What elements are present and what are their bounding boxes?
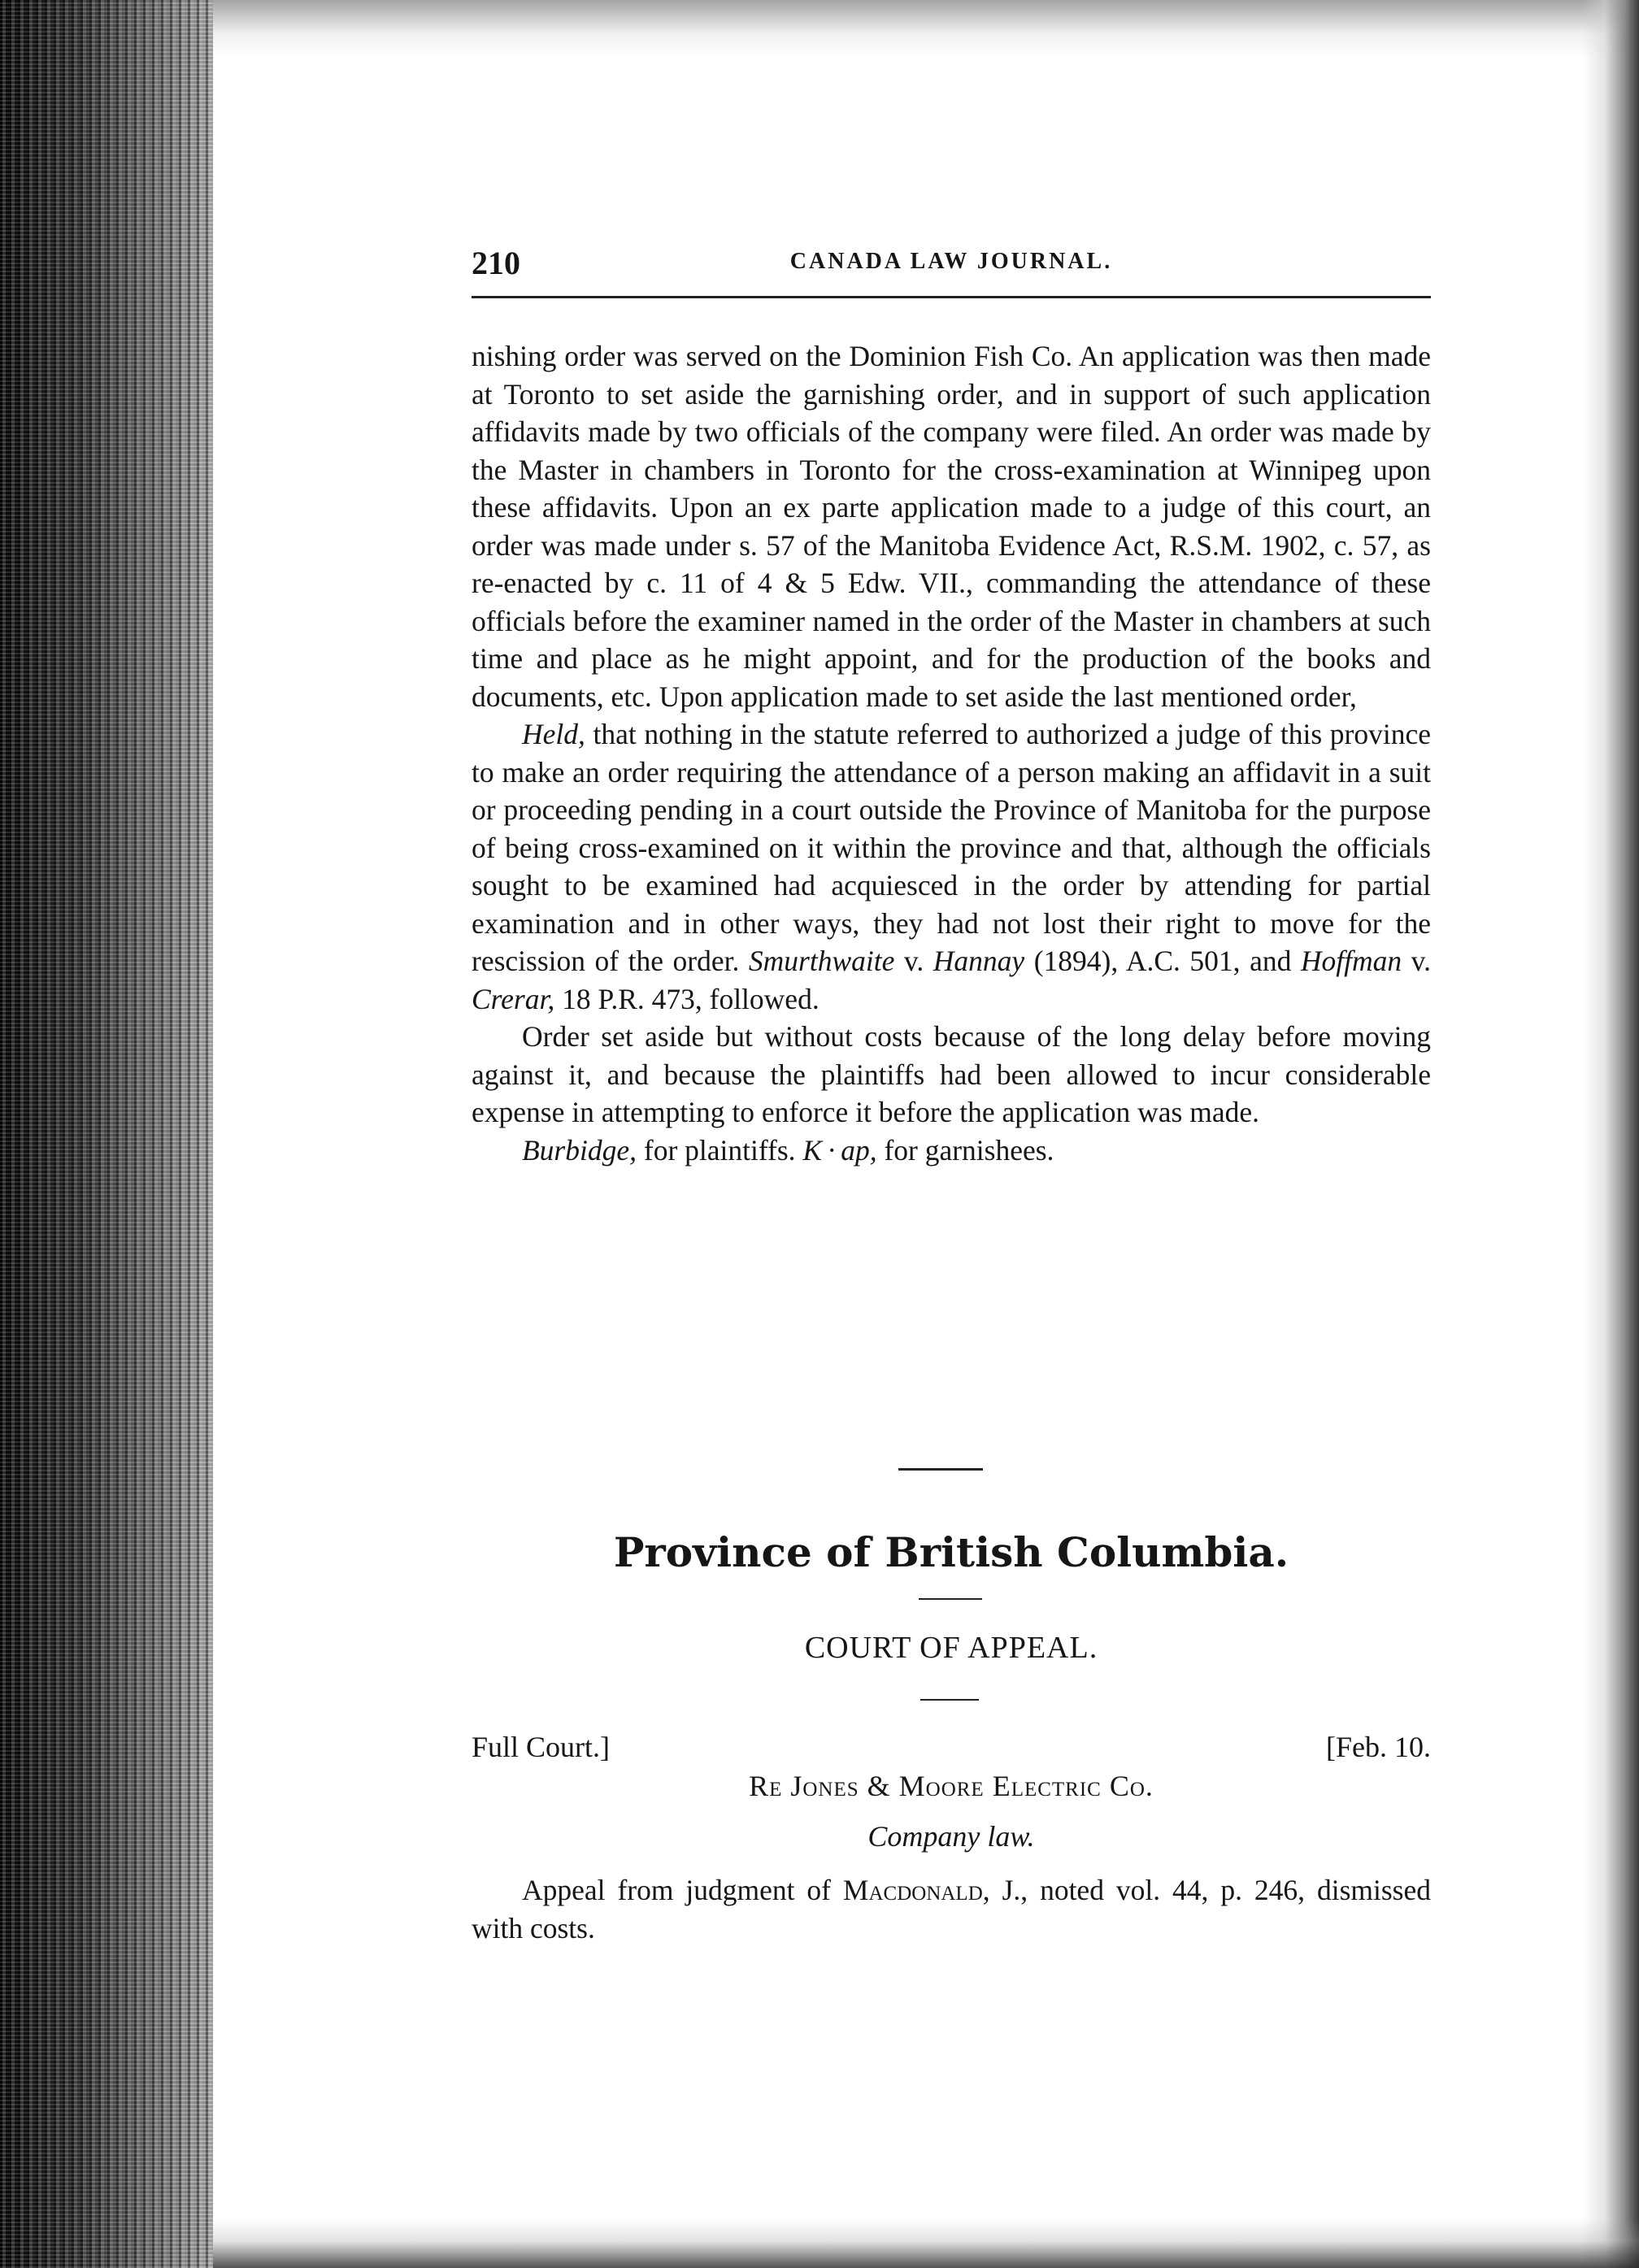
paragraph-facts: nishing order was served on the Dominion Fish Co. An application was then made at Toronto to set aside the garnishing order, and in support of such application affidavits made by two officials of the company were filed. An order was made by the Master in chambers in Toronto for the cross-examination at Winnipeg upon these affidavits. Upon an ex parte application made to a judge of this court, an order was made under s. 57 of the Manitoba Evidence Act, R.S.M. 1902, c. 57, as re-enacted by c. 11 of 4 & 5 Edw. VII., commanding the attendance of these officials before the examiner named in the order of the Master in chambers at such time and place as he might appoint, and for the production of the books and documents, etc. Upon application made to set aside the last mentioned order,: [472, 340, 1431, 713]
counsel-name: K · ap,: [802, 1133, 877, 1167]
appeal-paragraph: [472, 1871, 1431, 1947]
heading-divider: [919, 1598, 982, 1600]
scan-right-edge: [1582, 0, 1639, 2268]
bench-label: Full Court.]: [472, 1731, 611, 1763]
versus: v.: [1402, 945, 1431, 977]
case-topic: Company law.: [867, 1820, 1035, 1853]
case-name: Hoffman: [1300, 945, 1402, 977]
scan-top-edge: [213, 0, 1639, 57]
counsel-role: for plaintiffs.: [637, 1133, 803, 1167]
versus: v.: [894, 945, 933, 977]
court-name: COURT OF APPEAL.: [804, 1631, 1098, 1665]
scan-binding-shadow: [0, 0, 213, 2268]
journal-title: CANADA LAW JOURNAL.: [789, 249, 1113, 274]
holding-text: that nothing in the statute referred to authorized a judge of this province to make an order requiring the attendance of a person making an affidavit in a suit or proceeding pending in a court outside the Province of Manitoba for the purpose of being cross-examined on it within the province and that, although the officials sought to be examined had acquiesced in the order by attending for partial examination and in other ways, they had not lost their right to move for the rescission of the order.: [472, 718, 1431, 977]
paragraph-holding: [472, 715, 1431, 1018]
decision-date: [Feb. 10.: [1326, 1731, 1431, 1763]
header-rule: [472, 296, 1431, 298]
paragraph-order: Order set aside but without costs because of the long delay before moving against it, and because the plaintiffs had been allowed to incur considerable expense in attempting to enforce it before the application was made.: [472, 1020, 1431, 1128]
case-name: Smurthwaite: [748, 945, 895, 977]
section-heading: Province of British Columbia.: [613, 1528, 1289, 1576]
held-label: Held,: [522, 718, 585, 750]
case-name: Crerar,: [472, 982, 555, 1015]
appeal-text: Appeal from judgment of: [522, 1874, 843, 1906]
case-title: Re Jones & Moore Electric Co.: [749, 1770, 1154, 1802]
paragraph-counsel: [472, 1132, 1431, 1170]
judge-name: Macdonald: [842, 1874, 983, 1906]
section-divider: [898, 1468, 983, 1471]
appeal-text: , J., noted vol. 44, p. 246, dismissed with costs.: [472, 1874, 1432, 1944]
counsel-name: Burbidge,: [522, 1133, 637, 1167]
citation: (1894), A.C. 501, and: [1024, 945, 1301, 977]
case-name: Hannay: [933, 945, 1025, 977]
scan-bottom-edge: [213, 2219, 1639, 2268]
citation: 18 P.R. 473, followed.: [554, 982, 820, 1015]
court-divider: [920, 1699, 979, 1701]
counsel-role: for garnishees.: [876, 1133, 1054, 1167]
page-header: [472, 244, 1431, 285]
case-report-body: [472, 337, 1431, 1169]
page-number: 210: [472, 245, 520, 281]
